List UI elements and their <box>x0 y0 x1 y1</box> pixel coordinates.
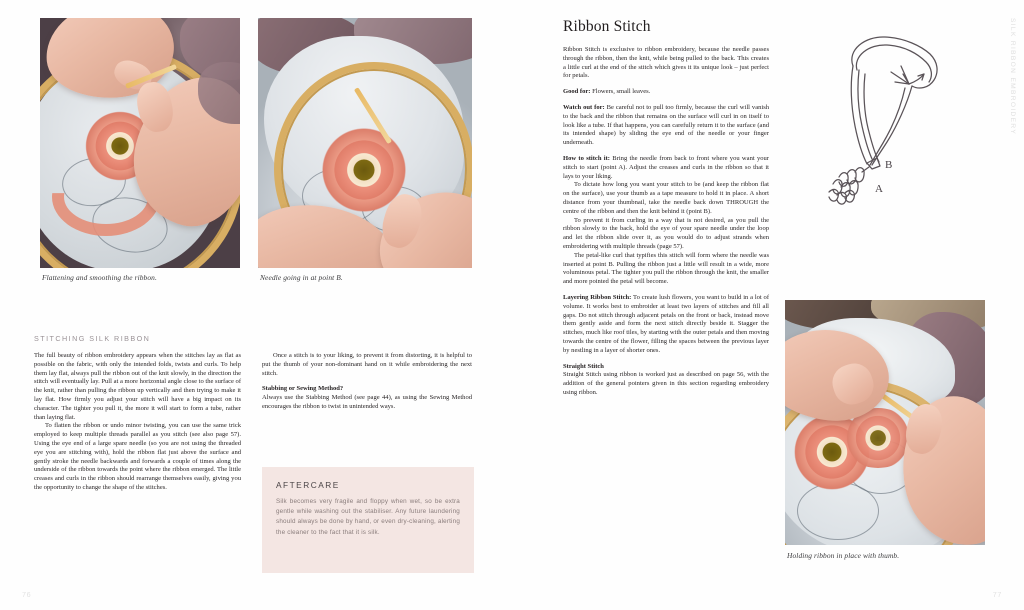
photo-holding-ribbon-caption: Holding ribbon in place with thumb. <box>787 551 900 560</box>
layering-text: To create lush flowers, you want to build in a lot of volume. It works best to embroider at least two layers of stitches and fill all gaps. Do not stitch through adjacent petals on the front or back, instead move them gently aside and form the next stitch directly beside it. Stagger the stitches, much like roof tiles, by starting with the outer petals and then moving towards the centre of the flower, filling the spaces between the previous layer by nestling in a layer of shorter ones. <box>563 293 770 354</box>
paragraph: The petal-like curl that typifies this stitch will form where the needle was inserted at point B. Pulling the ribbon just a little will result in a wide, more voluminous petal. The tighter you pull the ribbon through the knit, the smaller and more pointed the petal will become. <box>563 251 769 286</box>
good-for-paragraph <box>563 88 769 97</box>
paragraph-intro: Ribbon Stitch is exclusive to ribbon embroidery, because the needle passes through the ribbon, then the knit, while being pulled to the back. This creates a little curl at the end of the stitch which gives it its unique look – just perfect for petals. <box>563 46 769 80</box>
paragraph: To flatten the ribbon or undo minor twisting, you can use the same trick employed to keep multiple threads parallel as you stitch (see also page 57). Using the eye end of a large spare needle (so you are not using the threaded eye you are stitching with), hold the ribbon flat just above the surface and gently stroke the needle backwards and forwards a couple of times along the underside of the ribbon towards the point where the ribbon emerged. The little creases and curls in the ribbon should rearrange themselves easily, giving you the opportunity to change the shape of the stitches. <box>34 422 241 491</box>
how-to-paragraph <box>563 155 769 181</box>
good-for-text: Flowers, small leaves. <box>590 88 651 96</box>
ribbon-stitch-diagram <box>817 22 987 212</box>
watch-out-label: Watch out for: <box>563 103 605 111</box>
paragraph: Once a stitch is to your liking, to prevent it from distorting, it is helpful to put the thumb of your non-dominant hand on it while embroidering the next stitch. <box>262 352 472 377</box>
layering-label: Layering Ribbon Stitch: <box>563 293 632 301</box>
paragraph: Always use the Stabbing Method (see page 44), as using the Sewing Method encourages the ribbon to twist in unintended ways. <box>262 394 472 410</box>
photo-flattening-ribbon-caption: Flattening and smoothing the ribbon. <box>42 273 157 282</box>
diagram-label-b: B <box>885 159 893 171</box>
folio-left: 76 <box>22 590 32 599</box>
how-to-text: Bring the needle from back to front where you want your stitch to start (point A). Adjust the creases and curls in the ribbon so that it lays to your liking. <box>563 154 769 180</box>
photo-needle-point-b-caption: Needle going in at point B. <box>260 273 343 282</box>
good-for-label: Good for: <box>563 88 591 96</box>
ribbon-stitch-diagram-svg <box>817 22 987 212</box>
photo-flattening-ribbon <box>40 18 240 268</box>
photo-needle-point-b <box>258 18 472 268</box>
diagram-label-a: A <box>875 183 883 195</box>
aftercare-title: AFTERCARE <box>276 480 340 490</box>
section-label-stitching-silk-ribbon: STITCHING SILK RIBBON <box>34 334 151 343</box>
right-page <box>512 0 1024 610</box>
paragraph: The full beauty of ribbon embroidery appears when the stitches lay as flat as possible on the fabric, with only the intended folds, twists and curls. To help them lay flat, always pull the ribbon out of the knit slowly, in the direction the stitch will eventually lay. Pull at a more horizontal angle close to the surface of the knit, rather than pulling the ribbon up vertically and then trying to make it lay flat. How firmly you adjust your stitch will have a big impact on its character. The tighter you pull it, the more it will start to form a tube, rather than laying flat. <box>34 352 242 421</box>
watch-out-paragraph <box>563 104 769 148</box>
paragraph: To dictate how long you want your stitch to be (and keep the ribbon flat on the surface), use your thumb as a tape measure to hold it in place. A short distance from your thumbnail, take the needle back down THROUGH the centre of the ribbon and then the knit behind it (point B). <box>563 181 769 215</box>
left-column-one <box>34 352 241 493</box>
running-head: SILK RIBBON EMBROIDERY <box>1009 18 1016 136</box>
aftercare-body: Silk becomes very fragile and floppy when wet, so be extra gentle while washing out the stabiliser. Any future laundering should always be done by hand, or even dry-cleaning, alerting the cleaner to the fact that it is silk. <box>276 498 460 536</box>
aftercare-box <box>262 467 474 573</box>
left-column-two <box>262 352 472 412</box>
straight-stitch-subheading: Straight Stitch <box>563 362 604 370</box>
how-to-label: How to stitch it: <box>563 154 610 162</box>
watch-out-text: Be careful not to pull too firmly, because the curl will vanish to the back and the ribbon that remains on the surface will curl in on itself to look like a tube. If that happens, you can carefully return it to the surface (and its intended shape) by sliding the eye end of the needle or your finger underneath. <box>563 103 770 147</box>
paragraph: Straight Stitch using ribbon is worked just as described on page 56, with the addition of the general pointers given in this section regarding embroidery using ribbon. <box>563 371 769 396</box>
photo-flattening-ribbon-image <box>40 18 240 268</box>
page-title: Ribbon Stitch <box>563 18 651 35</box>
photo-needle-point-b-image <box>258 18 472 268</box>
right-text-column <box>563 46 769 398</box>
subheading-stabbing-or-sewing: Stabbing or Sewing Method? <box>262 385 344 393</box>
layering-paragraph <box>563 294 769 356</box>
photo-holding-ribbon-image <box>785 300 985 545</box>
photo-holding-ribbon-with-thumb <box>785 300 985 545</box>
paragraph: To prevent it from curling in a way that is not desired, as you pull the ribbon slowly to the back, hold the eye of your spare needle under the loop and let the ribbon slide over it, as you would do to adjust strands when embroidering with multiple threads (page 57). <box>563 216 769 250</box>
folio-right: 77 <box>992 590 1002 599</box>
